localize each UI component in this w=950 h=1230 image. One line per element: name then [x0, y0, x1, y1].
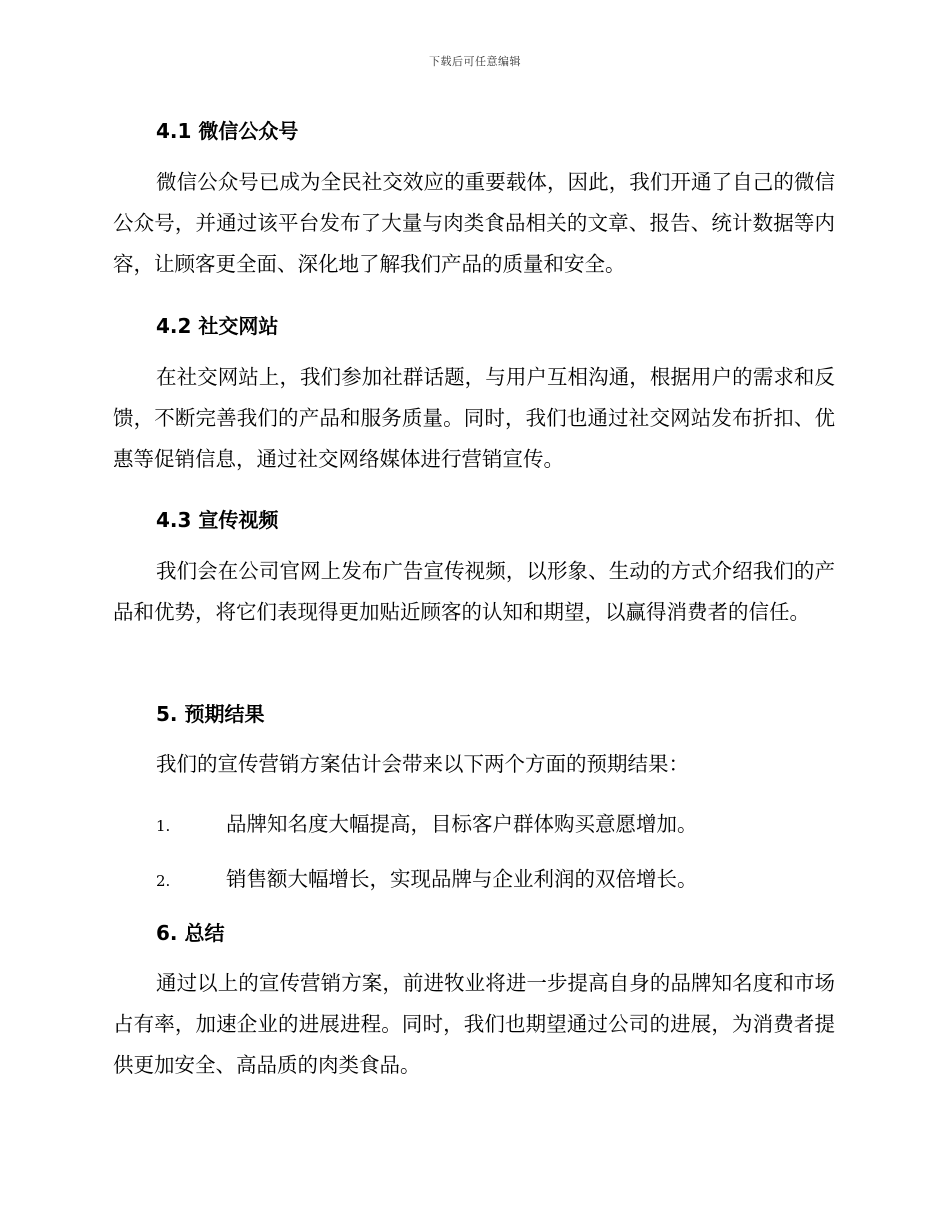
section-paragraph-4-2: 在社交网站上，我们参加社群话题，与用户互相沟通，根据用户的需求和反馈，不断完善我们的产品和服务质量。同时，我们也通过社交网站发布折扣、优惠等促销信息，通过社交网络媒体进行营销宣传。 [113, 365, 835, 471]
section-heading-4-2: 4.2 社交网站 [156, 314, 279, 338]
list-item-text: 品牌知名度大幅提高，目标客户群体购买意愿增加。 [226, 812, 698, 836]
page-header: 下载后可任意编辑 [429, 55, 521, 68]
section-paragraph-5: 我们的宣传营销方案估计会带来以下两个方面的预期结果： [156, 752, 689, 776]
list-item [156, 807, 698, 837]
section-heading-4-1: 4.1 微信公众号 [156, 119, 299, 143]
section-heading-5: 5. 预期结果 [156, 702, 265, 726]
list-item-text: 销售额大幅增长，实现品牌与企业利润的双倍增长。 [226, 867, 698, 891]
list-item [156, 862, 698, 892]
section-paragraph-6: 通过以上的宣传营销方案，前进牧业将进一步提高自身的品牌知名度和市场占有率，加速企业的进展进程。同时，我们也期望通过公司的进展，为消费者提供更加安全、高品质的肉类食品。 [113, 971, 835, 1077]
section-heading-4-3: 4.3 宣传视频 [156, 508, 279, 532]
section-heading-6: 6. 总结 [156, 921, 225, 945]
section-paragraph-4-1: 微信公众号已成为全民社交效应的重要载体，因此，我们开通了自己的微信公众号，并通过该平台发布了大量与肉类食品相关的文章、报告、统计数据等内容，让顾客更全面、深化地了解我们产品的质量和安全。 [113, 170, 835, 276]
list-item-number: 1. [156, 817, 171, 835]
list-item-number: 2. [156, 872, 171, 890]
section-paragraph-4-3: 我们会在公司官网上发布广告宣传视频，以形象、生动的方式介绍我们的产品和优势，将它们表现得更加贴近顾客的认知和期望，以赢得消费者的信任。 [113, 559, 835, 624]
